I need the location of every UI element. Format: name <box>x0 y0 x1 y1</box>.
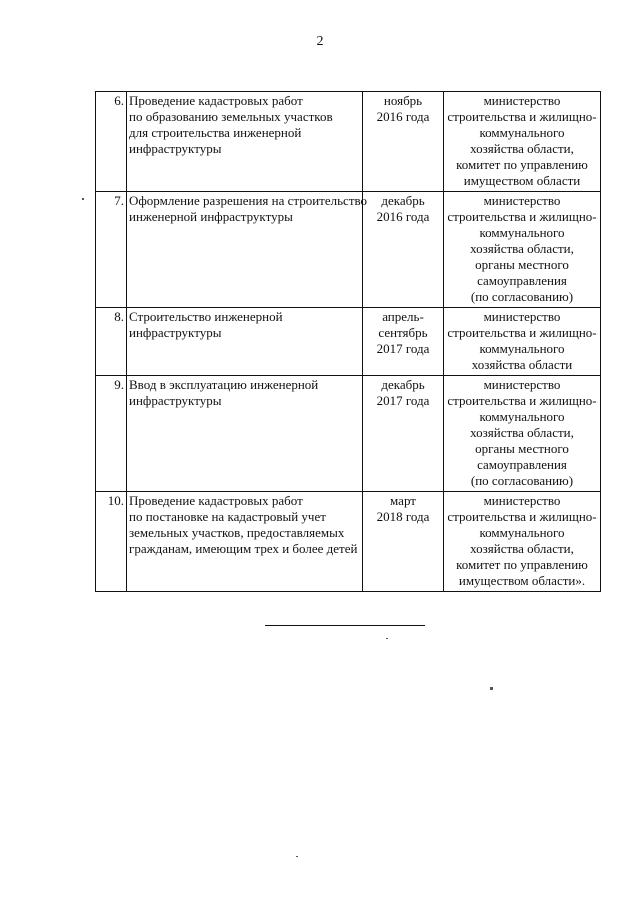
scan-speck <box>82 198 84 200</box>
deadline-line: декабрь <box>381 377 425 392</box>
deadline-line: декабрь <box>381 193 425 208</box>
responsible-parties-line: имуществом области». <box>458 573 586 588</box>
responsible-parties-line: комитет по управлению <box>456 157 588 172</box>
responsible-parties-line: органы местного <box>475 441 569 456</box>
work-description <box>127 376 363 492</box>
page-number: 2 <box>316 34 324 49</box>
responsible-parties-line: строительства и жилищно- <box>447 325 597 340</box>
responsible-parties-line: министерство <box>483 493 561 508</box>
responsible-parties-line: хозяйства области, <box>470 425 574 440</box>
table-row <box>96 192 601 308</box>
deadline <box>363 192 444 308</box>
row-number: 9. <box>96 376 127 492</box>
responsible-parties-line: строительства и жилищно- <box>447 109 597 124</box>
activity-table <box>95 91 601 592</box>
responsible-parties-line: строительства и жилищно- <box>447 509 597 524</box>
responsible-parties-line: (по согласованию) <box>470 473 574 488</box>
row-number: 10. <box>96 492 127 592</box>
responsible-parties-line: министерство <box>483 309 561 324</box>
work-description-line: по постановке на кадастровый учет <box>129 509 326 524</box>
work-description <box>127 192 368 308</box>
activity-table-body <box>96 92 601 592</box>
scan-speck <box>386 638 388 639</box>
responsible-parties-line: коммунального <box>479 409 565 424</box>
work-description-line: инфраструктуры <box>129 325 222 340</box>
deadline-line: апрель- <box>382 309 424 324</box>
deadline-line: сентябрь <box>378 325 428 340</box>
responsible-parties-line: хозяйства области, <box>470 541 574 556</box>
row-number: 6. <box>96 92 127 192</box>
work-description-line: Ввод в эксплуатацию инженерной <box>129 377 319 392</box>
deadline-line: март <box>390 493 416 508</box>
table-row <box>96 492 601 592</box>
responsible-parties <box>444 308 601 376</box>
responsible-parties-line: самоуправления <box>477 457 567 472</box>
work-description <box>127 92 363 192</box>
responsible-parties-line: министерство <box>483 377 561 392</box>
responsible-parties <box>444 192 601 308</box>
responsible-parties-line: хозяйства области, <box>470 141 574 156</box>
responsible-parties-line: коммунального <box>479 341 565 356</box>
deadline-line: 2016 года <box>376 209 430 224</box>
responsible-parties-line: строительства и жилищно- <box>447 209 597 224</box>
work-description-line: инженерной инфраструктуры <box>129 209 293 224</box>
responsible-parties-line: имуществом области <box>463 173 581 188</box>
responsible-parties-line: комитет по управлению <box>456 557 588 572</box>
responsible-parties-line: органы местного <box>475 257 569 272</box>
responsible-parties-line: министерство <box>483 93 561 108</box>
work-description <box>127 492 363 592</box>
responsible-parties-line: хозяйства области, <box>470 241 574 256</box>
responsible-parties <box>444 92 601 192</box>
responsible-parties-line: коммунального <box>479 525 565 540</box>
table-row <box>96 308 601 376</box>
responsible-parties-line: хозяйства области <box>471 357 573 372</box>
table-row <box>96 376 601 492</box>
deadline-line: 2017 года <box>376 393 430 408</box>
work-description-line: инфраструктуры <box>129 393 222 408</box>
responsible-parties-line: министерство <box>483 193 561 208</box>
work-description-line: Строительство инженерной <box>129 309 283 324</box>
work-description-line: инфраструктуры <box>129 141 222 156</box>
responsible-parties-line: (по согласованию) <box>470 289 574 304</box>
deadline <box>363 308 444 376</box>
responsible-parties <box>444 376 601 492</box>
deadline-line: 2017 года <box>376 341 430 356</box>
responsible-parties-line: строительства и жилищно- <box>447 393 597 408</box>
work-description-line: для строительства инженерной <box>129 125 302 140</box>
work-description-line: по образованию земельных участков <box>129 109 333 124</box>
responsible-parties <box>444 492 601 592</box>
scan-speck <box>296 856 298 857</box>
responsible-parties-line: коммунального <box>479 225 565 240</box>
deadline <box>363 92 444 192</box>
scan-speck <box>490 687 493 690</box>
work-description <box>127 308 363 376</box>
signature-line <box>265 625 425 626</box>
responsible-parties-line: коммунального <box>479 125 565 140</box>
deadline-line: ноябрь <box>383 93 423 108</box>
row-number: 8. <box>96 308 127 376</box>
work-description-line: Проведение кадастровых работ <box>129 93 303 108</box>
work-description-line: Проведение кадастровых работ <box>129 493 303 508</box>
work-description-line: Оформление разрешения на строительство <box>129 193 368 208</box>
responsible-parties-line: самоуправления <box>477 273 567 288</box>
deadline <box>363 492 444 592</box>
work-description-line: гражданам, имеющим трех и более детей <box>129 541 358 556</box>
table-row <box>96 92 601 192</box>
deadline-line: 2018 года <box>376 509 430 524</box>
work-description-line: земельных участков, предоставляемых <box>129 525 345 540</box>
deadline-line: 2016 года <box>376 109 430 124</box>
deadline <box>363 376 444 492</box>
row-number: 7. <box>96 192 127 308</box>
